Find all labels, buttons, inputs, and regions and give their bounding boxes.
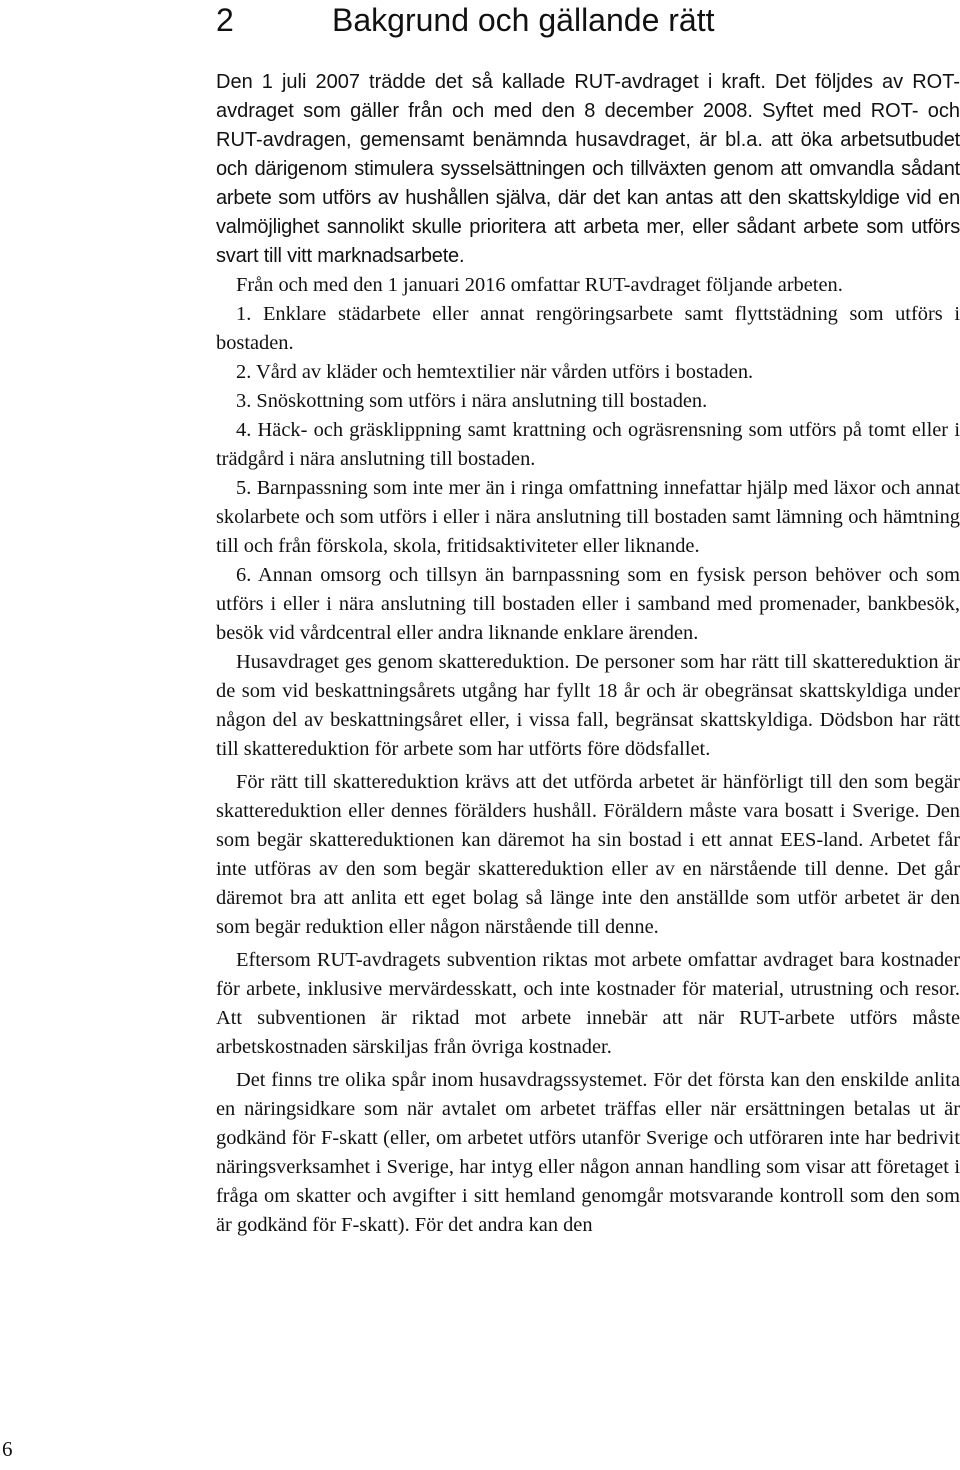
paragraph-tre-spar: Det finns tre olika spår inom husavdragssystemet. För det första kan den enskilde anlita en näringsidkare som när avtalet om arbetet träffas eller när ersättningen betalas ut är godkänd för F-skatt (eller, om arbetet utförs utanför Sverige och utföraren inte har bedrivit näringsverksamhet i Sverige, har intyg eller någon annan handling som visar att företaget i fråga om skatter och avgifter i sitt hemland genomgår motsvarande kontroll som den som är godkänd för F-skatt). För det andra kan den — [216, 1069, 960, 1236]
page-number: 6 — [2, 1437, 13, 1461]
paragraph-subvention: Eftersom RUT-avdragets subvention riktas mot arbete omfattar avdraget bara kostnader för arbete, inklusive mervärdesskatt, och inte kostnader för material, utrustning och resor. Att subventionen är riktad mot arbete innebär att när RUT-arbete utförs måste arbetskostnaden särskiljas från övriga kostnader. — [216, 949, 960, 1058]
list-item-1: 1. Enklare städarbete eller annat rengöringsarbete samt flyttstädning som utförs i bostaden. — [216, 303, 960, 354]
list-lead: Från och med den 1 januari 2016 omfattar RUT-avdraget följande arbeten. — [236, 274, 843, 296]
list-item-2: 2. Vård av kläder och hemtextilier när vården utförs i bostaden. — [236, 361, 754, 383]
list-item-6: 6. Annan omsorg och tillsyn än barnpassning som en fysisk person behöver och som utförs i eller i nära anslutning till bostaden eller i samband med promenader, bankbesök, besök vid vårdcentral eller andra liknande enklare ärenden. — [216, 564, 960, 644]
intro-sans-part: Den 1 juli 2007 trädde det så kallade RUT-avdraget i kraft. Det följdes av ROT-avdraget som gäller från och med den 8 december 2008. Syftet med ROT- och RUT-avdragen, gemensamt benämnda husavdraget, är bl.a. — [216, 71, 960, 151]
paragraph-ratt-till-skattereduktion: För rätt till skattereduktion krävs att det utförda arbetet är hänförligt till den som begär skattereduktion eller dennes förälders hushåll. Föräldern måste vara bosatt i Sverige. Den som begär skattereduktionen kan däremot ha sin bostad i ett annat EES-land. Arbetet får inte utföras av den som begär skattereduktion eller av en närstående till denne. Det går däremot bra att anlita ett eget bolag så länge inte den anställde som utför arbetet är den som begär reduktion eller någon närstående till denne. — [216, 771, 960, 938]
paragraph-husavdrag: Husavdraget ges genom skattereduktion. De personer som har rätt till skattereduktion är de som vid beskattningsårets utgång har fyllt 18 år och är obegränsat skattskyldiga under någon del av beskattningsåret eller, i vissa fall, begränsat skattskyldiga. Dödsbon har rätt till skattereduktion för arbete som har utförts före dödsfallet. — [216, 651, 960, 760]
section-heading — [216, 0, 714, 40]
intro-paragraph — [216, 68, 960, 271]
section-title: Bakgrund och gällande rätt — [332, 2, 715, 38]
section-number: 2 — [216, 2, 234, 38]
body-text — [216, 68, 960, 1240]
intro-continuation: att öka arbetsutbudet och därigenom stimulera sysselsättningen och tillväxten genom att omvandla sådant arbete som utförs av hushållen själva, där det kan antas att den skattskyldige vid en valmöjlighet sannolikt skulle prioritera att arbeta mer, eller sådant arbete som utförs svart till vitt marknadsarbete. — [216, 129, 960, 267]
list-item-5: 5. Barnpassning som inte mer än i ringa omfattning innefattar hjälp med läxor och annat skolarbete och som utförs i eller i nära anslutning till bostaden samt lämning och hämtning till och från förskola, skola, fritidsaktiviteter eller liknande. — [216, 477, 960, 557]
list-item-4: 4. Häck- och gräsklippning samt krattning och ogräsrensning som utförs på tomt eller i trädgård i nära anslutning till bostaden. — [216, 419, 960, 470]
list-item-3: 3. Snöskottning som utförs i nära anslutning till bostaden. — [236, 390, 708, 412]
